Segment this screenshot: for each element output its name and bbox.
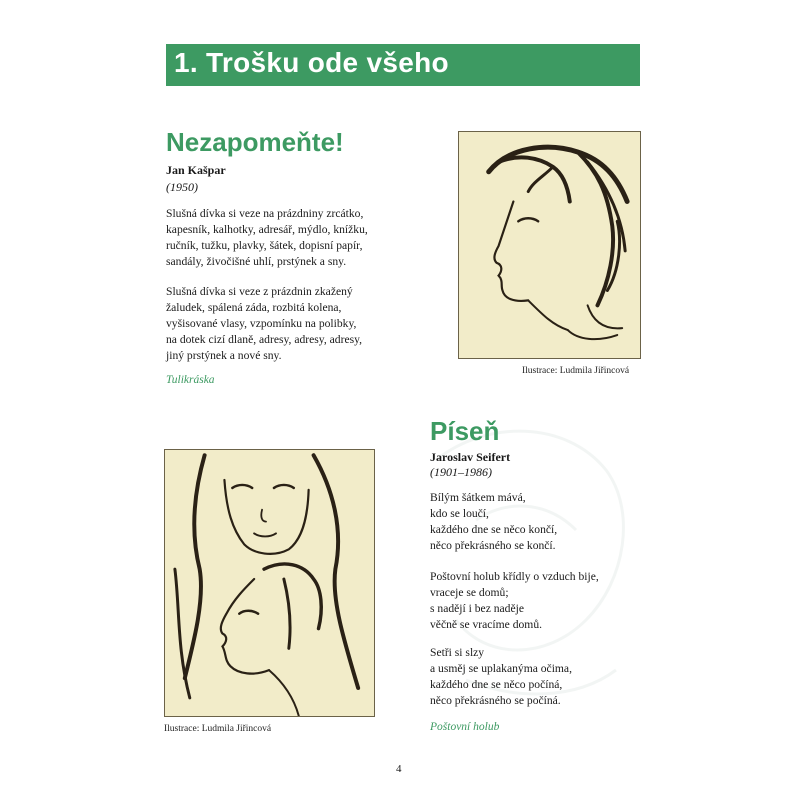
poem-line: každého dne se něco počíná, [430, 678, 563, 691]
poem-line: vraceje se domů; [430, 586, 509, 599]
poem-title-nezapomente: Nezapomeňte! [166, 127, 344, 157]
poem-years: (1901–1986) [430, 465, 492, 479]
poem-stanza [166, 206, 368, 270]
poem-line: Poštovní holub křídly o vzduch bije, [430, 570, 599, 583]
poem-line: Slušná dívka si veze z prázdnin zkažený [166, 285, 353, 298]
poem-source: Poštovní holub [430, 721, 500, 733]
poem-stanza [430, 490, 557, 554]
poem-line: žaludek, spálená záda, rozbitá kolena, [166, 301, 342, 314]
poem-line: kdo se loučí, [430, 507, 489, 520]
poem-author: Jan Kašpar [166, 163, 226, 177]
poem-source: Tulikráska [166, 374, 215, 386]
poem-line: ručník, tužku, plavky, šátek, dopisní papír, [166, 239, 363, 252]
chapter-banner [166, 44, 640, 86]
poem-line: Setři si slzy [430, 646, 485, 659]
poem-line: kapesník, kalhotky, adresář, mýdlo, knížku, [166, 223, 368, 236]
poem-line: a usměj se uplakanýma očima, [430, 662, 572, 675]
poem-line: každého dne se něco končí, [430, 523, 558, 536]
poem-stanza [430, 569, 599, 633]
poem-line: Bílým šátkem mává, [430, 491, 526, 504]
illustration-profile [458, 131, 641, 359]
poem-line: vyšisované vlasy, vzpomínku na polibky, [166, 317, 357, 330]
poem-line: sandály, živočišné uhlí, prstýnek a sny. [166, 255, 347, 268]
poem-line: s nadějí i bez naděje [430, 602, 524, 615]
profile-drawing [459, 132, 640, 358]
poem-author: Jaroslav Seifert [430, 450, 511, 464]
poem-years: (1950) [166, 180, 198, 194]
poem-line: něco překrásného se končí. [430, 539, 556, 552]
poem-line: Slušná dívka si veze na prázdniny zrcátko, [166, 207, 364, 220]
chapter-title: 1. Trošku ode všeho [174, 47, 449, 78]
poem-line: něco překrásného se počíná. [430, 694, 561, 707]
poem-line: na dotek cizí dlaně, adresy, adresy, adresy, [166, 333, 363, 346]
poem-line: věčně se vracíme domů. [430, 618, 543, 631]
poem-title-pisen: Píseň [430, 416, 500, 446]
poem-line: jiný prstýnek a nové sny. [166, 349, 282, 362]
two-faces-drawing [165, 450, 374, 716]
poem-stanza [166, 284, 362, 364]
illustration-two-faces [164, 449, 375, 717]
illustration-caption: Ilustrace: Ludmila Jiřincová [522, 366, 630, 376]
illustration-caption: Ilustrace: Ludmila Jiřincová [164, 724, 272, 734]
poem-stanza [430, 645, 572, 709]
page-number: 4 [396, 763, 402, 775]
